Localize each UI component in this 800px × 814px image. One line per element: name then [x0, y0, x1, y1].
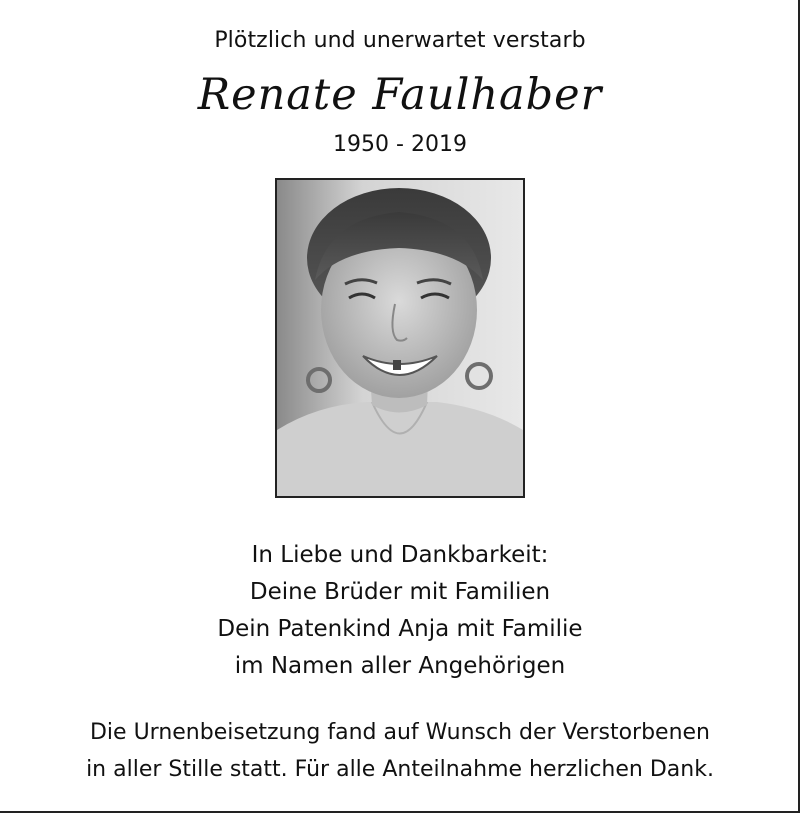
thanks-block	[0, 537, 800, 685]
thanks-line: Dein Patenkind Anja mit Familie	[217, 616, 583, 642]
closing-line: Die Urnenbeisetzung fand auf Wunsch der Verstorbenen	[89, 720, 710, 745]
intro-text: Plötzlich und unerwartet verstarb	[214, 28, 586, 53]
thanks-line: Deine Brüder mit Familien	[249, 579, 551, 605]
thanks-line: In Liebe und Dankbarkeit:	[251, 542, 549, 568]
thanks-line: im Namen aller Angehörigen	[234, 653, 566, 679]
portrait-photo	[275, 178, 525, 498]
life-dates: 1950 - 2019	[333, 132, 467, 157]
deceased-name: Renate Faulhaber	[197, 70, 603, 120]
closing-notice	[0, 714, 800, 788]
closing-line: in aller Stille statt. Für alle Anteilnahme herzlichen Dank.	[86, 757, 714, 782]
